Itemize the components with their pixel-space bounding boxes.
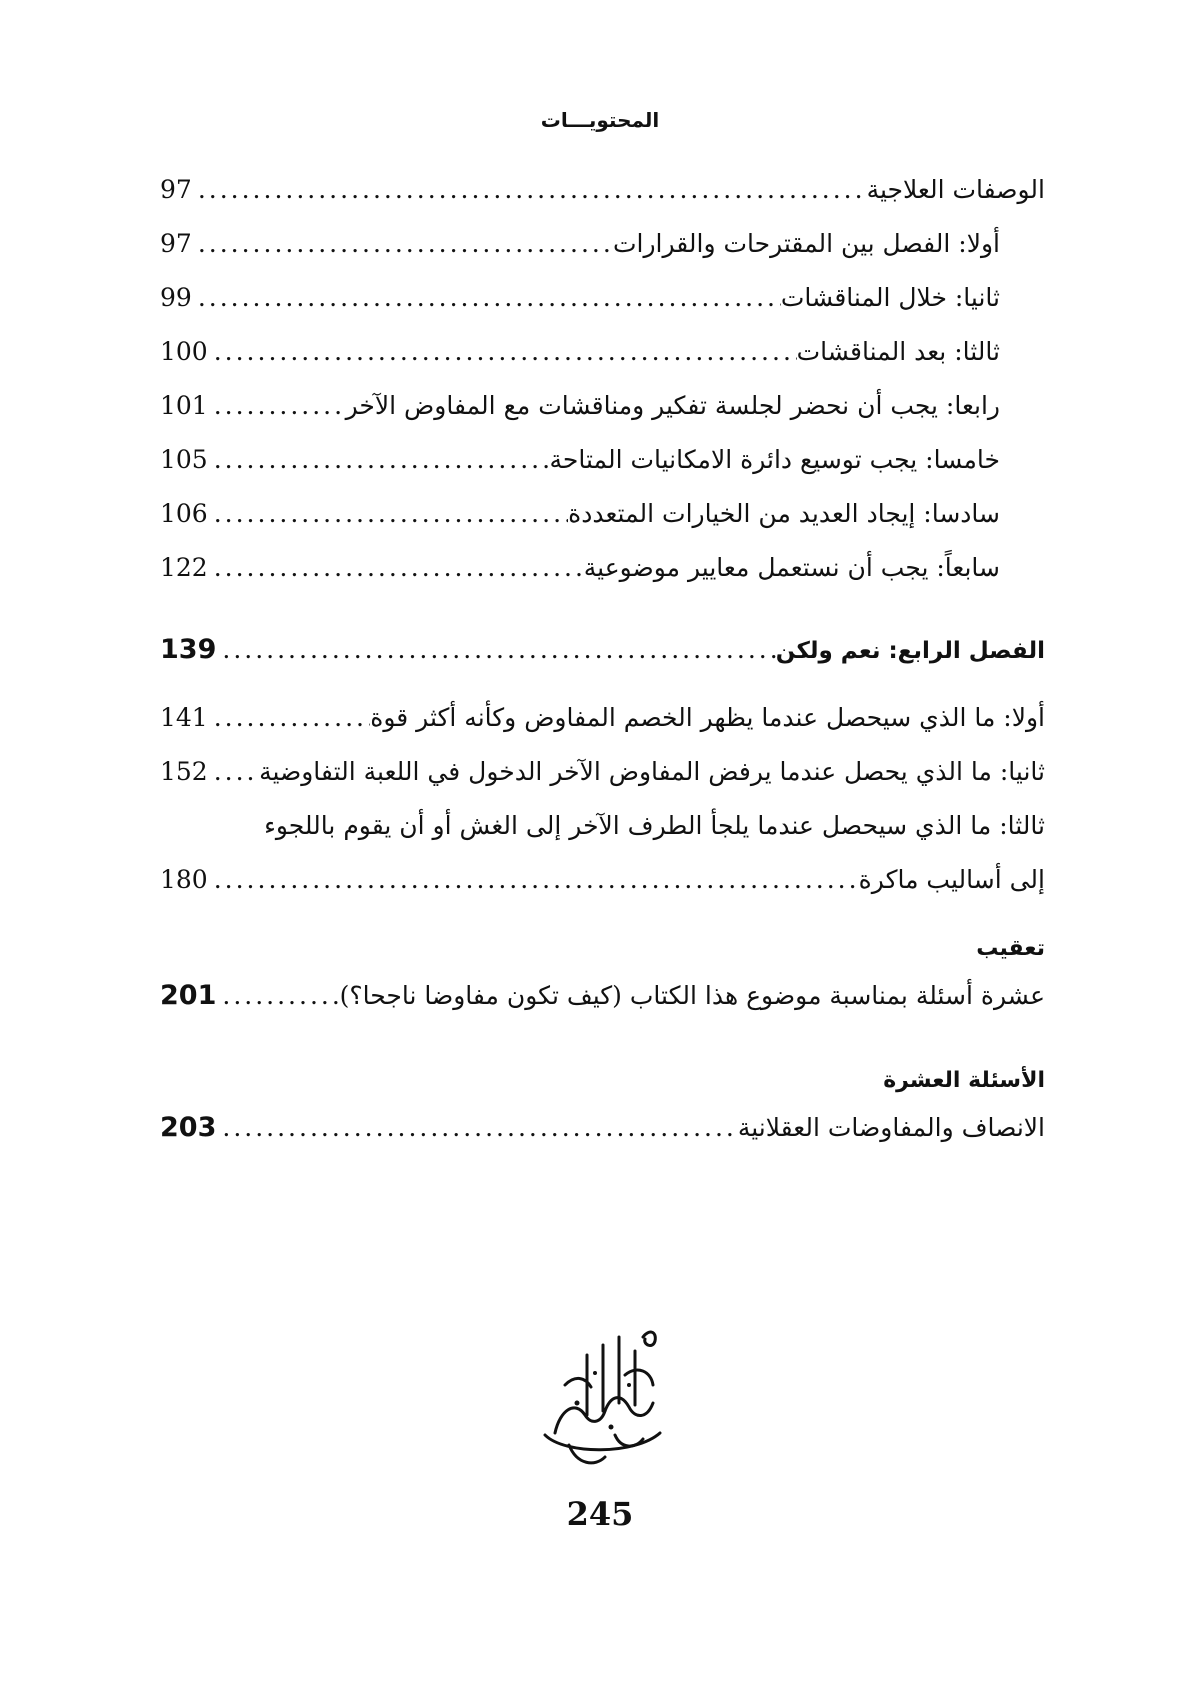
toc-entry[interactable] xyxy=(160,553,1000,599)
toc-entry-page: 122 xyxy=(160,553,208,582)
toc-entry-text: ثانيا: خلال المناقشات xyxy=(780,283,1000,312)
toc-entry-line: ثالثا: ما الذي سيحصل عندما يلجأ الطرف الآخر إلى الغش أو أن يقوم باللجوء xyxy=(264,811,1045,840)
toc-entry-page: 203 xyxy=(160,1112,217,1143)
toc-entry-text: ثالثا: بعد المناقشات xyxy=(796,337,1000,366)
chapter-page: 139 xyxy=(160,634,217,665)
leader-dots xyxy=(208,391,346,420)
toc-entry[interactable] xyxy=(160,865,1045,911)
toc-entry[interactable] xyxy=(160,1112,1045,1158)
toc-entry-text: الانصاف والمفاوضات العقلانية xyxy=(737,1113,1045,1142)
leader-dots xyxy=(208,499,568,528)
leader-dots xyxy=(208,337,797,366)
page-number: 245 xyxy=(566,1495,634,1533)
toc-entry[interactable] xyxy=(160,175,1045,221)
toc-entry[interactable] xyxy=(160,445,1000,491)
leader-dots xyxy=(208,445,550,474)
toc-entry-text: أولا: الفصل بين المقترحات والقرارات xyxy=(612,229,1000,258)
toc-entry-page: 201 xyxy=(160,980,217,1011)
toc-entry[interactable] xyxy=(160,229,1000,275)
leader-dots xyxy=(192,229,613,258)
toc-entry[interactable] xyxy=(160,757,1045,803)
leader-dots xyxy=(208,757,259,786)
leader-dots xyxy=(208,553,584,582)
toc-entry-text: الوصفات العلاجية xyxy=(866,175,1045,204)
toc-entry[interactable] xyxy=(160,980,1045,1026)
toc-entry[interactable] xyxy=(160,283,1000,329)
toc-entry[interactable] xyxy=(160,337,1000,383)
toc-entry-text: عشرة أسئلة بمناسبة موضوع هذا الكتاب (كيف تكون مفاوضا ناجحا؟) xyxy=(339,981,1045,1010)
leader-dots xyxy=(216,635,775,664)
toc-entry-page: 180 xyxy=(160,865,208,894)
leader-dots xyxy=(216,981,339,1010)
calligraphy-ornament-icon xyxy=(525,1315,685,1475)
toc-entry-page: 100 xyxy=(160,337,208,366)
toc-entry-text: خامسا: يجب توسيع دائرة الامكانيات المتاحة xyxy=(549,445,1000,474)
leader-dots xyxy=(192,283,781,312)
page-header-title: المحتويـــات xyxy=(540,108,660,132)
section-heading: الأسئلة العشرة xyxy=(883,1068,1045,1093)
chapter-entry[interactable] xyxy=(160,634,1045,680)
toc-entry-text: أولا: ما الذي سيحصل عندما يظهر الخصم المفاوض وكأنه أكثر قوة xyxy=(370,703,1045,732)
toc-entry-page: 99 xyxy=(160,283,192,312)
toc-entry[interactable] xyxy=(160,499,1000,545)
toc-entry-text: سابعاً: يجب أن نستعمل معايير موضوعية xyxy=(583,553,1000,582)
section-heading: تعقيب xyxy=(976,936,1045,961)
toc-entry-page: 101 xyxy=(160,391,208,420)
chapter-title: الفصل الرابع: نعم ولكن xyxy=(775,638,1045,664)
toc-entry-text: رابعا: يجب أن نحضر لجلسة تفكير ومناقشات مع المفاوض الآخر xyxy=(345,391,1000,420)
leader-dots xyxy=(208,703,371,732)
toc-entry-page: 97 xyxy=(160,229,192,258)
leader-dots xyxy=(216,1113,737,1142)
toc-entry-page: 105 xyxy=(160,445,208,474)
toc-entry-page: 106 xyxy=(160,499,208,528)
toc-entry-text: إلى أساليب ماكرة xyxy=(858,865,1045,894)
leader-dots xyxy=(192,175,867,204)
toc-entry[interactable] xyxy=(160,703,1045,749)
toc-entry-text: سادسا: إيجاد العديد من الخيارات المتعددة xyxy=(568,499,1000,528)
leader-dots xyxy=(208,865,859,894)
toc-entry-page: 141 xyxy=(160,703,208,732)
toc-entry-text: ثانيا: ما الذي يحصل عندما يرفض المفاوض الآخر الدخول في اللعبة التفاوضية xyxy=(259,757,1045,786)
toc-entry-page: 97 xyxy=(160,175,192,204)
toc-entry[interactable] xyxy=(160,391,1000,437)
toc-entry-page: 152 xyxy=(160,757,208,786)
